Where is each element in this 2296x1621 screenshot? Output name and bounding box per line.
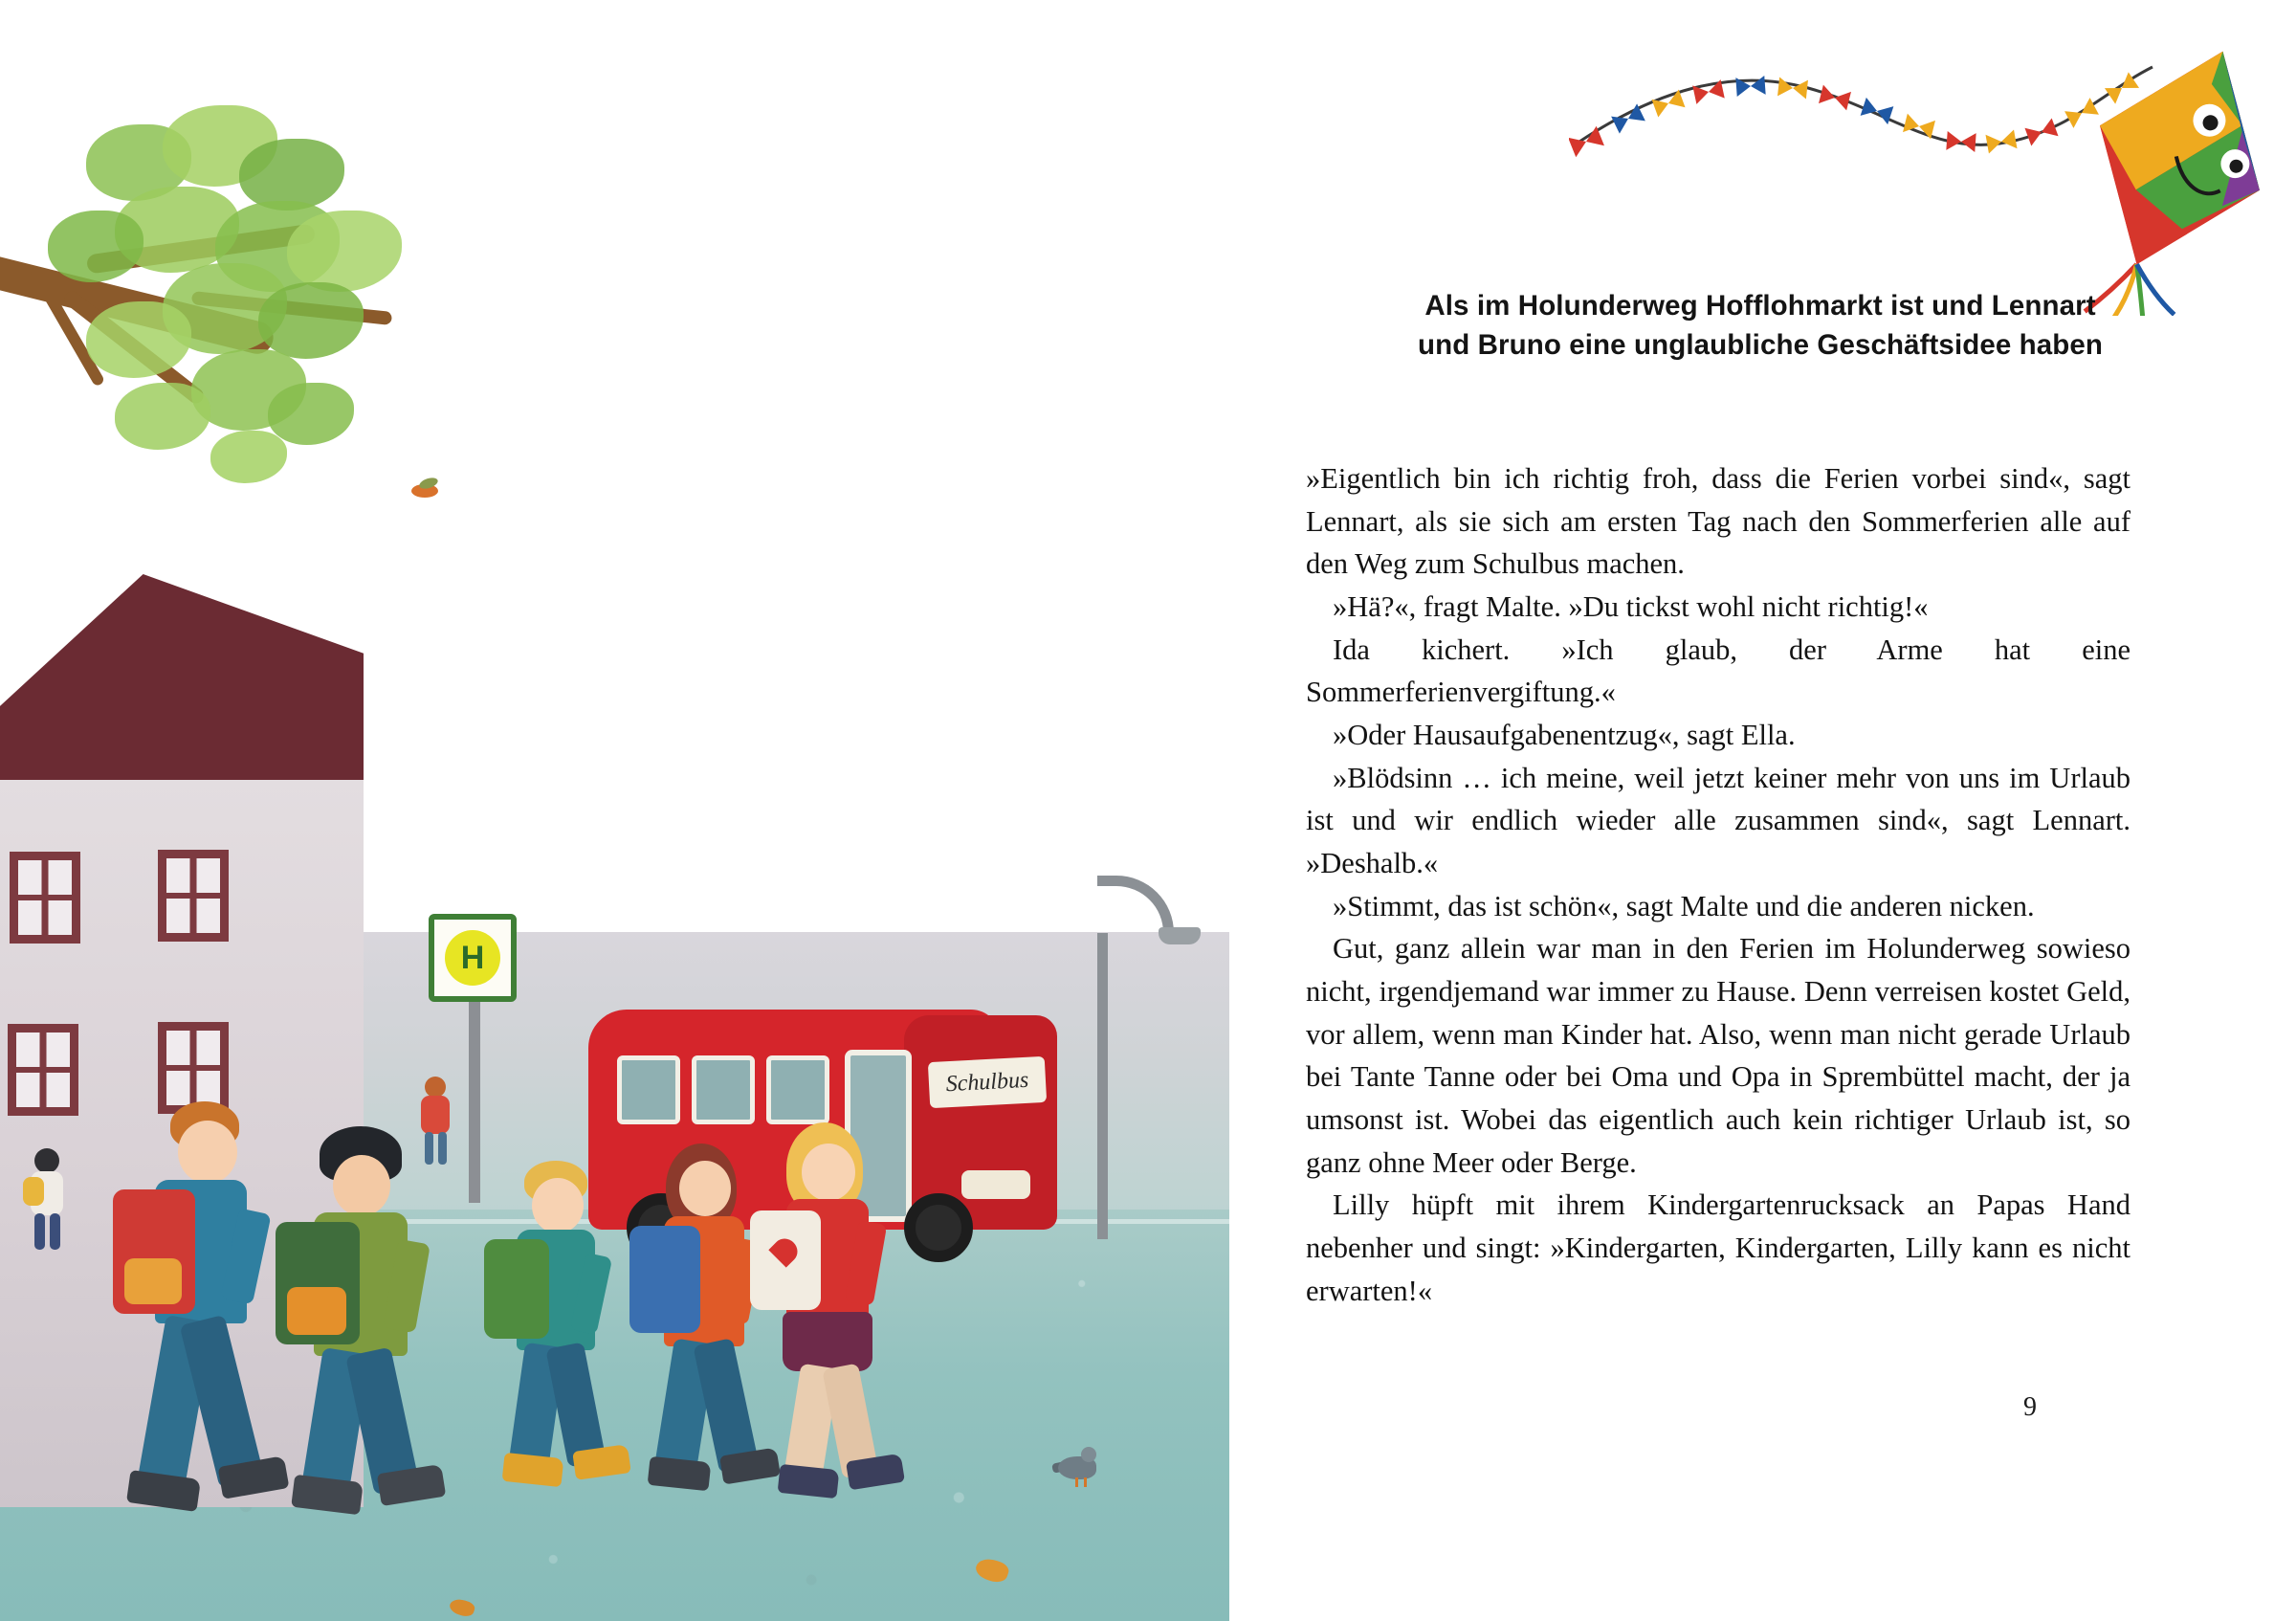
lamp-pole	[1097, 933, 1108, 1239]
skirt	[783, 1312, 872, 1371]
bus-stop-plate	[429, 914, 517, 1002]
bus-destination-sign: Schulbus	[928, 1056, 1047, 1108]
leaf-cluster	[258, 282, 364, 359]
leaf-cluster	[210, 431, 287, 483]
chapter-heading-line-1: Als im Holunderweg Hofflohmarkt ist und Lennart	[1424, 290, 2096, 322]
leaf-cluster	[287, 211, 402, 292]
paragraph: »Blödsinn … ich meine, weil jetzt keiner mehr von uns im Urlaub ist und wir endlich wieder alle zusammen sind«, sagt Lennart. »Deshalb.«	[1306, 761, 2130, 880]
paragraph: »Eigentlich bin ich richtig froh, dass die Ferien vorbei sind«, sagt Lennart, als sie sich am ersten Tag nach den Sommerferien alle auf den Weg zum Schulbus machen.	[1306, 462, 2130, 581]
bus-window	[766, 1055, 829, 1124]
leaf-cluster	[115, 383, 210, 450]
kite-svg	[1569, 0, 2296, 316]
leaf-cluster	[239, 139, 344, 211]
paragraph: Lilly hüpft mit ihrem Kindergartenrucksack an Papas Hand nebenher und singt: »Kindergarten, Kindergarten, Lilly kann es nicht erwarten!«	[1306, 1188, 2130, 1307]
house-roof	[0, 574, 364, 794]
child-ella	[744, 1124, 945, 1565]
paragraph: Ida kichert. »Ich glaub, der Arme hat eine Sommerferienvergiftung.«	[1306, 633, 2130, 709]
tree-branch-icon	[0, 96, 564, 536]
text-page	[1229, 0, 2296, 1621]
leaf-cluster	[268, 383, 354, 445]
lamp-arm	[1097, 876, 1174, 933]
bus-headlight	[961, 1170, 1030, 1199]
small-bird-icon	[411, 478, 448, 503]
paragraph: »Stimmt, das ist schön«, sagt Malte und die anderen nicken.	[1333, 889, 2035, 922]
paragraph: Gut, ganz allein war man in den Ferien im Holunderweg sowieso nicht, irgendjemand war immer zu Hause. Denn verreisen kostet Geld, vor allem, wenn man Kinder hat. Also, wenn man nicht gerade Urlaub bei Tante Tanne oder bei Oma und Opa in Sprembüttel macht, der ja umsonst ist. Wobei das eigentlich auch kein richtiger Urlaub ist, so ganz ohne Meer oder Berge.	[1306, 932, 2130, 1179]
bus-window	[692, 1055, 755, 1124]
chapter-heading	[1344, 287, 2176, 365]
page-number: 9	[2023, 1392, 2037, 1422]
body-text	[1306, 457, 2130, 1312]
lamp-head	[1159, 927, 1201, 944]
house-window	[10, 852, 80, 944]
rainbow-kite	[1569, 0, 2296, 316]
bus-window	[617, 1055, 680, 1124]
house-window	[158, 1022, 229, 1114]
leaf-cluster	[48, 211, 144, 282]
distant-child	[21, 1148, 78, 1263]
bus-stop-letter: H	[445, 930, 500, 986]
child-malte	[260, 1134, 471, 1574]
house-window	[8, 1024, 78, 1116]
chapter-heading-line-2: und Bruno eine unglaubliche Geschäftsidee haben	[1417, 328, 2104, 361]
house-window	[158, 850, 229, 942]
paragraph: »Hä?«, fragt Malte. »Du tickst wohl nicht richtig!«	[1333, 590, 1929, 624]
paragraph: »Oder Hausaufgabenentzug«, sagt Ella.	[1333, 719, 1796, 752]
pigeon-icon	[1052, 1445, 1102, 1489]
leaf-cluster	[86, 301, 191, 378]
